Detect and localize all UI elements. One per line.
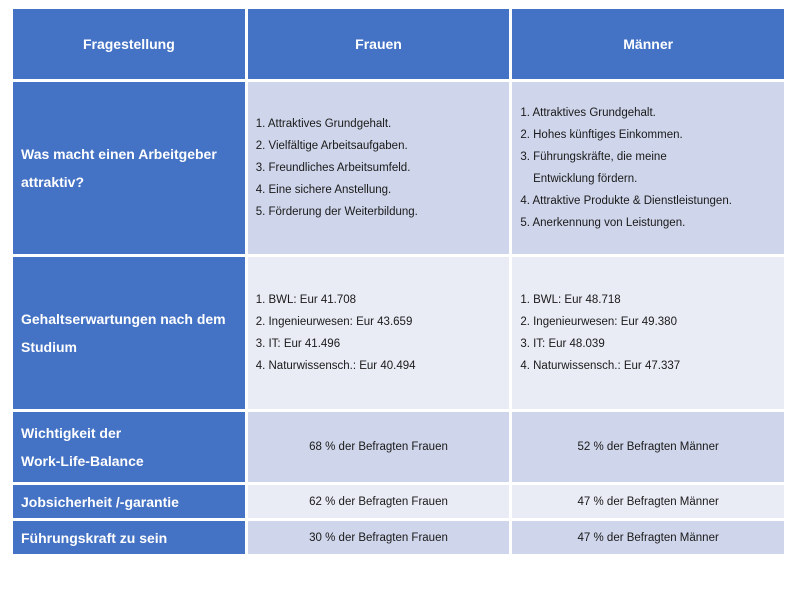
row-label — [13, 521, 245, 554]
list-item: 1. Attraktives Grundgehalt. — [255, 118, 392, 130]
list-item: 2. Vielfältige Arbeitsaufgaben. — [255, 140, 408, 152]
list-item: 2. Ingenieurwesen: Eur 49.380 — [520, 316, 677, 328]
header-fragestellung: Fragestellung — [13, 9, 245, 79]
header-maenner: Männer — [512, 9, 784, 79]
row-label-line: Was macht einen Arbeitgeber — [21, 146, 217, 162]
row-label — [13, 485, 245, 518]
row-label-line: Work-Life-Balance — [21, 453, 144, 469]
table-row — [13, 257, 784, 409]
comparison-table — [10, 6, 787, 557]
table-row — [13, 412, 784, 482]
row-label — [13, 257, 245, 409]
list-item: 3. Freundliches Arbeitsumfeld. — [255, 162, 411, 174]
row-label-line: Studium — [21, 339, 77, 355]
row-label-line: Führungskraft zu sein — [21, 529, 168, 546]
row-label-line: Jobsicherheit /-garantie — [21, 493, 179, 510]
cell-frauen — [248, 257, 510, 409]
table-row — [13, 485, 784, 518]
row-label-line: attraktiv? — [21, 174, 85, 190]
row-label-line: Gehaltserwartungen nach dem — [21, 311, 226, 327]
row-label — [13, 82, 245, 254]
list-item: 4. Attraktive Produkte & Dienstleistungen. — [520, 195, 732, 207]
cell-maenner — [512, 82, 784, 254]
list-item: 5. Förderung der Weiterbildung. — [255, 206, 418, 218]
list-item: 4. Eine sichere Anstellung. — [255, 184, 392, 196]
cell-maenner: 52 % der Befragten Männer — [512, 412, 784, 482]
cell-frauen: 68 % der Befragten Frauen — [248, 412, 510, 482]
row-label-line: Wichtigkeit der — [21, 425, 122, 441]
list-item: 2. Ingenieurwesen: Eur 43.659 — [255, 316, 413, 328]
cell-maenner: 47 % der Befragten Männer — [512, 521, 784, 554]
list-item: 3. IT: Eur 48.039 — [520, 338, 605, 350]
list-item: 5. Anerkennung von Leistungen. — [520, 217, 686, 229]
list-item: 1. BWL: Eur 48.718 — [520, 294, 621, 306]
row-label — [13, 412, 245, 482]
list-item: 2. Hohes künftiges Einkommen. — [520, 129, 683, 141]
cell-frauen: 62 % der Befragten Frauen — [248, 485, 510, 518]
list-item: 1. BWL: Eur 41.708 — [255, 294, 357, 306]
table-row — [13, 82, 784, 254]
cell-maenner — [512, 257, 784, 409]
cell-frauen — [248, 82, 510, 254]
header-row — [13, 9, 784, 79]
list-item: Entwicklung fördern. — [520, 173, 638, 185]
list-item: 4. Naturwissensch.: Eur 47.337 — [520, 360, 681, 372]
cell-frauen: 30 % der Befragten Frauen — [248, 521, 510, 554]
list-item: 3. IT: Eur 41.496 — [255, 338, 341, 350]
list-item: 3. Führungskräfte, die meine — [520, 151, 667, 163]
header-frauen: Frauen — [248, 9, 510, 79]
table-row — [13, 521, 784, 554]
cell-maenner: 47 % der Befragten Männer — [512, 485, 784, 518]
list-item: 1. Attraktives Grundgehalt. — [520, 107, 656, 119]
list-item: 4. Naturwissensch.: Eur 40.494 — [255, 360, 416, 372]
